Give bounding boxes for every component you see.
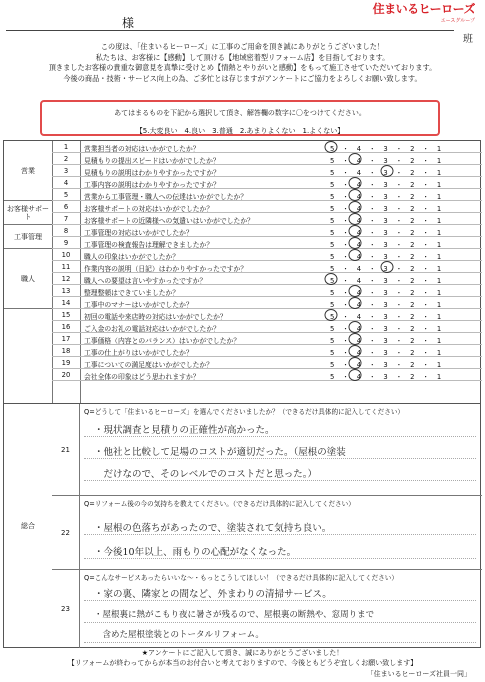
footer-message xyxy=(0,648,485,668)
handwritten-answer[interactable]: ・家の裏、隣家との間など、外まわりの清掃サービス。 xyxy=(94,589,332,600)
question-number: 14 xyxy=(61,299,71,307)
question-row xyxy=(52,165,482,177)
question-number: 11 xyxy=(61,263,71,271)
question-number xyxy=(52,570,80,648)
rating-instruction-text: あてはまるものを下記から選択して頂き、解答欄の数字に〇をつけてください。 xyxy=(114,109,366,117)
category-sales xyxy=(4,141,52,201)
question-number-text: 22 xyxy=(61,528,70,537)
answer-rule xyxy=(84,436,476,437)
customer-name-line xyxy=(6,30,454,31)
question-number: 17 xyxy=(61,335,71,343)
rating-scale[interactable]: 5 ・ 4 ・ 3 ・ 2 ・ 1 xyxy=(330,145,442,153)
category-label: 職人 xyxy=(21,274,35,283)
question-prompt: Q=こんなサービスあったらいいな～・もっとこうしてほしい！（できるだけ具体的に記入してください） xyxy=(84,574,398,582)
open-question-21 xyxy=(52,404,482,496)
question-text: 営業から工事管理・職人への伝達はいかがでしたか？ xyxy=(84,193,248,201)
category-label: 工事管理 xyxy=(14,232,42,241)
question-number: 7 xyxy=(63,215,69,223)
rating-scale[interactable]: 5 ・ 4 ・ 3 ・ 2 ・ 1 xyxy=(330,337,442,345)
question-number xyxy=(52,496,80,569)
rating-scale[interactable]: 5 ・ 4 ・ 3 ・ 2 ・ 1 xyxy=(330,313,442,321)
answer-rule xyxy=(84,558,476,559)
category-label: 営業 xyxy=(21,166,35,175)
question-text: お客様サポートの近隣様への気遣いはいかがでしたか？ xyxy=(84,217,254,225)
question-number: 13 xyxy=(61,287,71,295)
question-text: 工事価格（内容とのバランス）はいかがでしたか？ xyxy=(84,337,241,345)
question-text: 工事の仕上がりはいかがでしたか？ xyxy=(84,349,193,357)
question-text: 初回の電話や来店時の対応はいかがでしたか？ xyxy=(84,313,227,321)
intro-line: 頂きましたお客様の貴重な御意見を真摯に受けとめ【情熱とやりがいと感動】をもって施工させていただいております。 xyxy=(48,63,437,72)
question-text: 作業内容の説明（日記）はわかりやすかったですか？ xyxy=(84,265,248,273)
intro-line: 私たちは、お客様に【感動】して頂ける【地域密着型リフォーム店】を目指しております。 xyxy=(95,52,390,62)
question-text: 職人の印象はいかがでしたか？ xyxy=(84,253,180,261)
rating-scale[interactable]: 5 ・ 4 ・ 3 ・ 2 ・ 1 xyxy=(330,217,442,225)
question-number: 20 xyxy=(61,371,71,379)
question-text: 工事管理の検査報告は理解できましたか？ xyxy=(84,241,214,249)
rating-scale[interactable]: 5 ・ 4 ・ 3 ・ 2 ・ 1 xyxy=(330,373,442,381)
rating-scale[interactable]: 5 ・ 4 ・ 3 ・ 2 ・ 1 xyxy=(330,349,442,357)
logo-text: 住まいるヒーローズ xyxy=(372,2,475,16)
question-prompt: Q=リフォーム後の今の気持ちを教えてください。（できるだけ具体的に記入してください） xyxy=(84,500,355,508)
question-row xyxy=(52,321,482,333)
question-number: 5 xyxy=(63,191,69,199)
question-row xyxy=(52,201,482,213)
question-row xyxy=(52,213,482,225)
question-row xyxy=(52,189,482,201)
intro-message xyxy=(0,42,485,84)
answer-rule xyxy=(84,458,476,459)
open-question-23 xyxy=(52,570,482,648)
handwritten-answer[interactable]: ・屋根の色落ちがあったので、塗装されて気持ち良い。 xyxy=(94,523,332,534)
handwritten-answer[interactable]: ・現状調査と見積りの正確性が高かった。 xyxy=(94,425,275,436)
question-number: 1 xyxy=(63,143,69,151)
handwritten-answer[interactable]: 含めた屋根塗装とのトータルリフォーム。 xyxy=(94,630,264,640)
category-label: お客様サポート xyxy=(7,204,49,221)
rating-scale[interactable]: 5 ・ 4 ・ 3 ・ 2 ・ 1 xyxy=(330,253,442,261)
question-row xyxy=(52,153,482,165)
question-number: 8 xyxy=(63,227,69,235)
footer-followup: 【リフォームが終わってからが本当のお付合いと考えておりますので、今後ともどうぞ宜しくお願い致します】 xyxy=(67,659,418,667)
survey-header xyxy=(0,0,485,83)
company-logo xyxy=(373,0,475,24)
question-number: 16 xyxy=(61,323,71,331)
question-number-text: 21 xyxy=(61,445,70,454)
rating-scale[interactable]: 5 ・ 4 ・ 3 ・ 2 ・ 1 xyxy=(330,301,442,309)
handwritten-answer[interactable]: だけなので、そのレベルでのコストだと思った。） xyxy=(94,469,318,480)
question-text: 営業担当者の対応はいかがでしたか？ xyxy=(84,145,200,153)
category-support xyxy=(4,201,52,225)
answer-rule xyxy=(84,534,476,535)
rating-scale[interactable]: 5 ・ 4 ・ 3 ・ 2 ・ 1 xyxy=(330,157,442,165)
handwritten-answer[interactable]: ・屋根裏に熱がこもり夜に暑さが残るので、屋根裏の断熱や、窓周りまで xyxy=(94,610,375,620)
question-text: 工事中のマナーはいかがでしたか？ xyxy=(84,301,193,309)
rating-scale[interactable]: 5 ・ 4 ・ 3 ・ 2 ・ 1 xyxy=(330,289,442,297)
question-row xyxy=(52,369,482,381)
question-row xyxy=(52,177,482,189)
rating-legend: 【5.大変良い 4.良い 3.普通 2.あまりよくない 1.よくない】 xyxy=(135,127,345,135)
rating-scale[interactable]: 5 ・ 4 ・ 3 ・ 2 ・ 1 xyxy=(330,277,442,285)
footer-thanks: ★アンケートにご記入して頂き、誠にありがとうございました！ xyxy=(141,649,344,657)
questions-table xyxy=(3,140,481,404)
question-number: 12 xyxy=(61,275,71,283)
question-row xyxy=(52,273,482,285)
question-number: 6 xyxy=(63,203,69,211)
intro-line: 今後の商品・技術・サービス向上の為、ご多忙とは存じますがアンケートにご協力をよろしくお願い致します。 xyxy=(63,73,422,83)
rating-instructions xyxy=(40,100,440,136)
question-row xyxy=(52,141,482,153)
category-craftsmen xyxy=(4,249,52,309)
question-row xyxy=(52,237,482,249)
question-text: ご入金のお礼の電話対応はいかがでしたか？ xyxy=(84,325,220,333)
rating-scale[interactable]: 5 ・ 4 ・ 3 ・ 2 ・ 1 xyxy=(330,229,442,237)
question-text: 見積もりの説明はわかりやすかったですか？ xyxy=(84,169,220,177)
rating-scale[interactable]: 5 ・ 4 ・ 3 ・ 2 ・ 1 xyxy=(330,169,442,177)
question-text: 職人への要望は言いやすかったですか？ xyxy=(84,277,207,285)
rating-scale[interactable]: 5 ・ 4 ・ 3 ・ 2 ・ 1 xyxy=(330,265,442,273)
question-row xyxy=(52,285,482,297)
question-row xyxy=(52,345,482,357)
question-text: お客様サポートの対応はいかがでしたか？ xyxy=(84,205,214,213)
rating-scale[interactable]: 5 ・ 4 ・ 3 ・ 2 ・ 1 xyxy=(330,241,442,249)
question-row xyxy=(52,249,482,261)
open-questions-table xyxy=(3,404,481,648)
question-text: 工事についての満足度はいかがでしたか？ xyxy=(84,361,214,369)
question-row xyxy=(52,225,482,237)
answer-rule xyxy=(84,642,476,643)
question-text: 会社全体の印象はどう思われますか？ xyxy=(84,373,200,381)
question-number: 18 xyxy=(61,347,71,355)
question-number: 3 xyxy=(63,167,69,175)
question-number: 15 xyxy=(61,311,71,319)
question-number-text: 23 xyxy=(61,605,70,613)
category-overall xyxy=(4,404,52,648)
question-number: 10 xyxy=(61,251,71,259)
category-label: 総合 xyxy=(21,522,35,530)
question-text: 工事管理の対応はいかがでしたか？ xyxy=(84,229,193,237)
footer-signature: 「住まいるヒーローズ社員一同」 xyxy=(366,670,471,678)
logo-subtext: エースグループ xyxy=(440,18,475,24)
rating-scale[interactable]: 5 ・ 4 ・ 3 ・ 2 ・ 1 xyxy=(330,181,442,189)
question-row xyxy=(52,309,482,321)
question-number: 19 xyxy=(61,359,71,367)
rating-scale[interactable]: 5 ・ 4 ・ 3 ・ 2 ・ 1 xyxy=(330,205,442,213)
question-text: 工事内容の説明はわかりやすかったですか？ xyxy=(84,181,220,189)
question-number: 2 xyxy=(63,155,69,163)
question-row xyxy=(52,297,482,309)
rating-scale[interactable]: 5 ・ 4 ・ 3 ・ 2 ・ 1 xyxy=(330,193,442,201)
rating-scale[interactable]: 5 ・ 4 ・ 3 ・ 2 ・ 1 xyxy=(330,361,442,369)
intro-line: この度は、「住まいるヒーローズ」に工事のご用命を頂き誠にありがとうございました！ xyxy=(100,42,385,51)
customer-name-suffix: 様 xyxy=(122,16,135,30)
answer-rule xyxy=(84,480,476,481)
rating-scale[interactable]: 5 ・ 4 ・ 3 ・ 2 ・ 1 xyxy=(330,325,442,333)
answer-rule xyxy=(84,600,476,601)
handwritten-answer[interactable]: ・今後10年以上、雨もりの心配がなくなった。 xyxy=(94,547,297,558)
team-label: 班 xyxy=(463,34,473,45)
category-construction-management xyxy=(4,225,52,249)
question-number xyxy=(52,404,80,495)
open-question-22 xyxy=(52,496,482,570)
question-text: 整理整頓はできていましたか？ xyxy=(84,289,180,297)
handwritten-answer[interactable]: ・他社と比較して足場のコストが適切だった。（屋根の塗装 xyxy=(94,447,346,458)
question-prompt: Q=どうして「住まいるヒーローズ」を選んでくださいましたか？（できるだけ具体的に記入してください） xyxy=(84,408,405,416)
question-row xyxy=(52,261,482,273)
question-row xyxy=(52,333,482,345)
question-text: 見積もりの提出スピードはいかがでしたか？ xyxy=(84,157,220,165)
question-row xyxy=(52,357,482,369)
answer-rule xyxy=(84,622,476,623)
question-number: 9 xyxy=(63,239,69,247)
question-number: 4 xyxy=(63,179,69,187)
